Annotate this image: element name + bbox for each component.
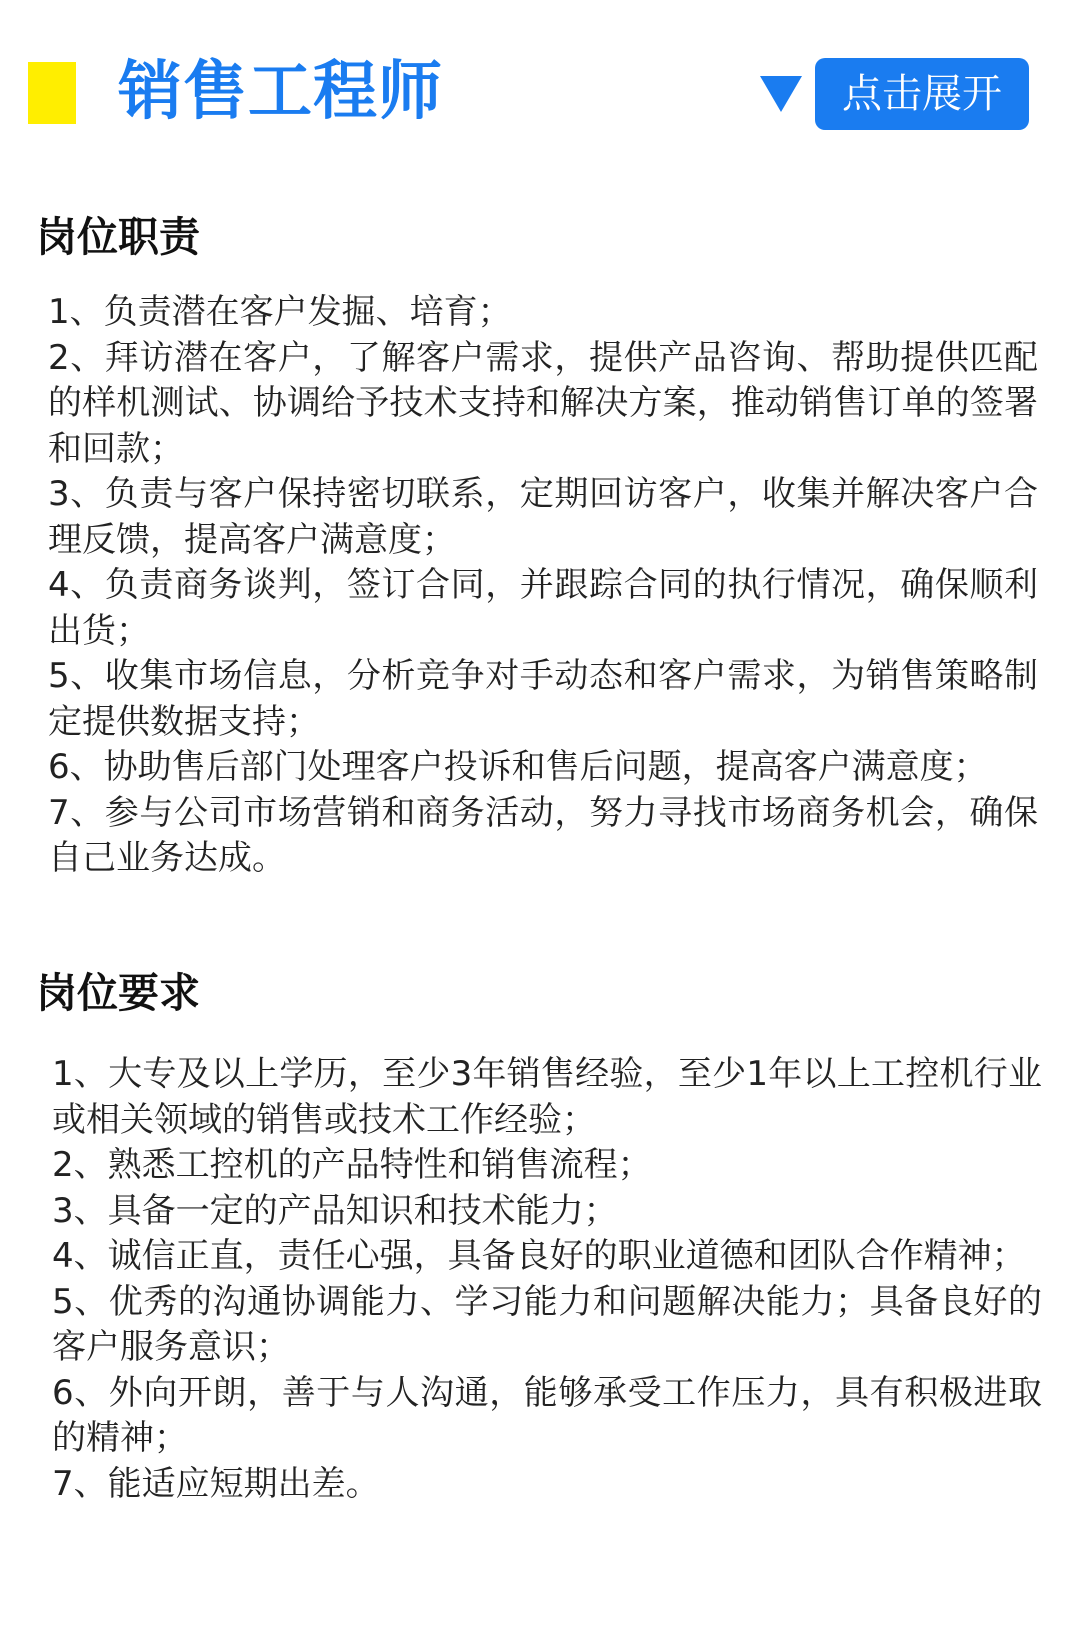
list-item: 5、收集市场信息，分析竞争对手动态和客户需求，为销售策略制定提供数据支持； xyxy=(48,656,1038,742)
list-item: 6、外向开朗，善于与人沟通，能够承受工作压力，具有积极进取的精神； xyxy=(52,1372,1042,1458)
section-heading-requirements: 岗位要求 xyxy=(36,969,200,1017)
list-item: 2、熟悉工控机的产品特性和销售流程； xyxy=(52,1145,652,1185)
header xyxy=(0,0,1080,190)
list-item: 4、负责商务谈判，签订合同，并跟踪合同的执行情况，确保顺利出货； xyxy=(48,565,1038,651)
list-item: 7、参与公司市场营销和商务活动，努力寻找市场商务机会，确保自己业务达成。 xyxy=(48,792,1038,878)
requirements-list xyxy=(52,1052,1042,1507)
section-heading-duties: 岗位职责 xyxy=(36,213,200,261)
list-item: 4、诚信正直，责任心强，具备良好的职业道德和团队合作精神； xyxy=(52,1236,1026,1276)
triangle-down-icon[interactable] xyxy=(760,76,802,112)
duties-list xyxy=(48,290,1038,882)
accent-block xyxy=(28,62,76,124)
expand-button[interactable]: 点击展开 xyxy=(815,58,1029,130)
list-item: 2、拜访潜在客户，了解客户需求，提供产品咨询、帮助提供匹配的样机测试、协调给予技术支持和解决方案，推动销售订单的签署和回款； xyxy=(48,337,1038,469)
job-title: 销售工程师 xyxy=(118,55,443,129)
list-item: 6、协助售后部门处理客户投诉和售后问题，提高客户满意度； xyxy=(48,747,988,787)
list-item: 3、负责与客户保持密切联系，定期回访客户，收集并解决客户合理反馈，提高客户满意度； xyxy=(48,474,1038,560)
list-item: 1、大专及以上学历，至少3年销售经验，至少1年以上工控机行业或相关领域的销售或技术工作经验； xyxy=(52,1054,1042,1140)
list-item: 3、具备一定的产品知识和技术能力； xyxy=(52,1190,618,1231)
list-item: 7、能适应短期出差。 xyxy=(52,1463,380,1504)
list-item: 5、优秀的沟通协调能力、学习能力和问题解决能力；具备良好的客户服务意识； xyxy=(52,1281,1042,1367)
list-item: 1、负责潜在客户发掘、培育； xyxy=(48,292,512,332)
